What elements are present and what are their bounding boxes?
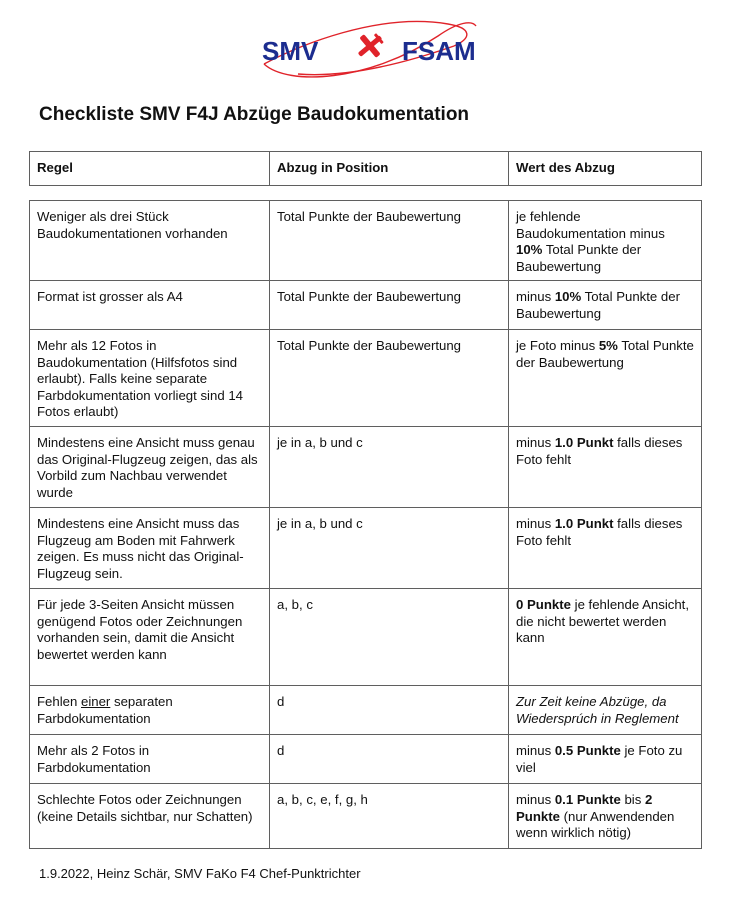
value-cell — [509, 735, 702, 784]
value-text: je fehlende Ansicht, die nicht bewertet werden kann — [516, 597, 690, 645]
value-bold: 0.5 Punkte — [554, 743, 621, 758]
rule-cell: Mindestens eine Ansicht muss das Flugzeug am Boden mit Fahrwerk zeigen. Es muss nicht das Original-Flugzeug sein. — [30, 508, 270, 589]
value-text: Total Punkte der Baubewertung — [516, 338, 694, 370]
rule-cell: Mehr als 12 Fotos in Baudokumentation (Hilfsfotos sind erlaubt). Falls keine separate Farbdokumentation vorliegt sind 14 Fotos erlaubt) — [30, 330, 270, 427]
value-cell — [509, 508, 702, 589]
rule-underlined: einer — [81, 694, 111, 709]
table-row — [30, 201, 702, 281]
value-cell: Zur Zeit keine Abzüge, da Wiedersprúch in Reglement — [509, 686, 702, 735]
position-cell: je in a, b und c — [270, 427, 509, 508]
rule-cell — [30, 686, 270, 735]
value-text: je Foto minus — [516, 338, 599, 353]
value-cell — [509, 330, 702, 427]
value-cell — [509, 281, 702, 330]
value-bold: 0.1 Punkte — [554, 792, 621, 807]
airplane-icon — [351, 27, 389, 65]
table-row — [30, 589, 702, 686]
value-bold: 10% — [554, 289, 582, 304]
value-text: bis — [620, 792, 645, 807]
value-text: minus — [516, 516, 555, 531]
page-title: Checkliste SMV F4J Abzüge Baudokumentation — [39, 104, 470, 125]
checklist-header-table — [29, 151, 702, 186]
value-cell — [509, 201, 702, 281]
table-row — [30, 784, 702, 849]
table-row — [30, 735, 702, 784]
value-text: minus — [516, 743, 555, 758]
logo-fsam-text: FSAM — [402, 36, 476, 66]
value-text: Total Punkte der Baubewertung — [516, 289, 680, 321]
value-text: Total Punkte der Baubewertung — [516, 242, 642, 274]
value-text: je Foto zu viel — [516, 743, 683, 775]
footer-note: 1.9.2022, Heinz Schär, SMV FaKo F4 Chef-Punktrichter — [39, 866, 361, 881]
header-value: Wert des Abzug — [509, 152, 702, 186]
logo-smv-text: SMV — [262, 36, 319, 66]
smv-fsam-logo — [258, 16, 482, 82]
position-cell: a, b, c — [270, 589, 509, 686]
value-bold: 1.0 Punkt — [554, 516, 614, 531]
position-cell: d — [270, 735, 509, 784]
value-text: falls dieses Foto fehlt — [516, 516, 683, 548]
value-bold: 0 Punkte — [516, 597, 571, 612]
checklist-table — [29, 200, 702, 849]
value-text: minus — [516, 289, 555, 304]
table-row — [30, 281, 702, 330]
value-bold: 10% — [516, 242, 543, 257]
rule-text: Fehlen — [37, 694, 81, 709]
rule-cell: Schlechte Fotos oder Zeichnungen (keine Details sichtbar, nur Schatten) — [30, 784, 270, 849]
value-cell — [509, 589, 702, 686]
value-text: (nur Anwendenden wenn wirklich nötig) — [516, 808, 675, 840]
table-row — [30, 686, 702, 735]
position-cell: Total Punkte der Baubewertung — [270, 201, 509, 281]
rule-cell: Mehr als 2 Fotos in Farbdokumentation — [30, 735, 270, 784]
table-row — [30, 508, 702, 589]
rule-cell: Mindestens eine Ansicht muss genau das Original-Flugzeug zeigen, das als Vorbild zum Nachbau verwendet wurde — [30, 427, 270, 508]
position-cell: je in a, b und c — [270, 508, 509, 589]
value-bold: 5% — [598, 338, 618, 353]
value-text: je fehlende Baudokumentation minus — [516, 209, 665, 241]
position-cell: d — [270, 686, 509, 735]
value-cell — [509, 427, 702, 508]
rule-cell: Format ist grosser als A4 — [30, 281, 270, 330]
position-cell: Total Punkte der Baubewertung — [270, 281, 509, 330]
table-row — [30, 330, 702, 427]
position-cell: a, b, c, e, f, g, h — [270, 784, 509, 849]
value-text: minus — [516, 792, 555, 807]
header-rule: Regel — [30, 152, 270, 186]
header-position: Abzug in Position — [270, 152, 509, 186]
table-row — [30, 427, 702, 508]
value-text: minus — [516, 435, 555, 450]
rule-cell: Für jede 3-Seiten Ansicht müssen genügend Fotos oder Zeichnungen vorhanden sein, damit die Ansicht bewertet werden kann — [30, 589, 270, 686]
value-cell — [509, 784, 702, 849]
header-row — [30, 152, 702, 186]
value-bold: 2 Punkte — [516, 792, 653, 824]
position-cell: Total Punkte der Baubewertung — [270, 330, 509, 427]
rule-cell: Weniger als drei Stück Baudokumentationen vorhanden — [30, 201, 270, 281]
value-text: falls dieses Foto fehlt — [516, 435, 683, 467]
value-bold: 1.0 Punkt — [554, 435, 614, 450]
rule-text: separaten Farbdokumentation — [37, 694, 173, 726]
